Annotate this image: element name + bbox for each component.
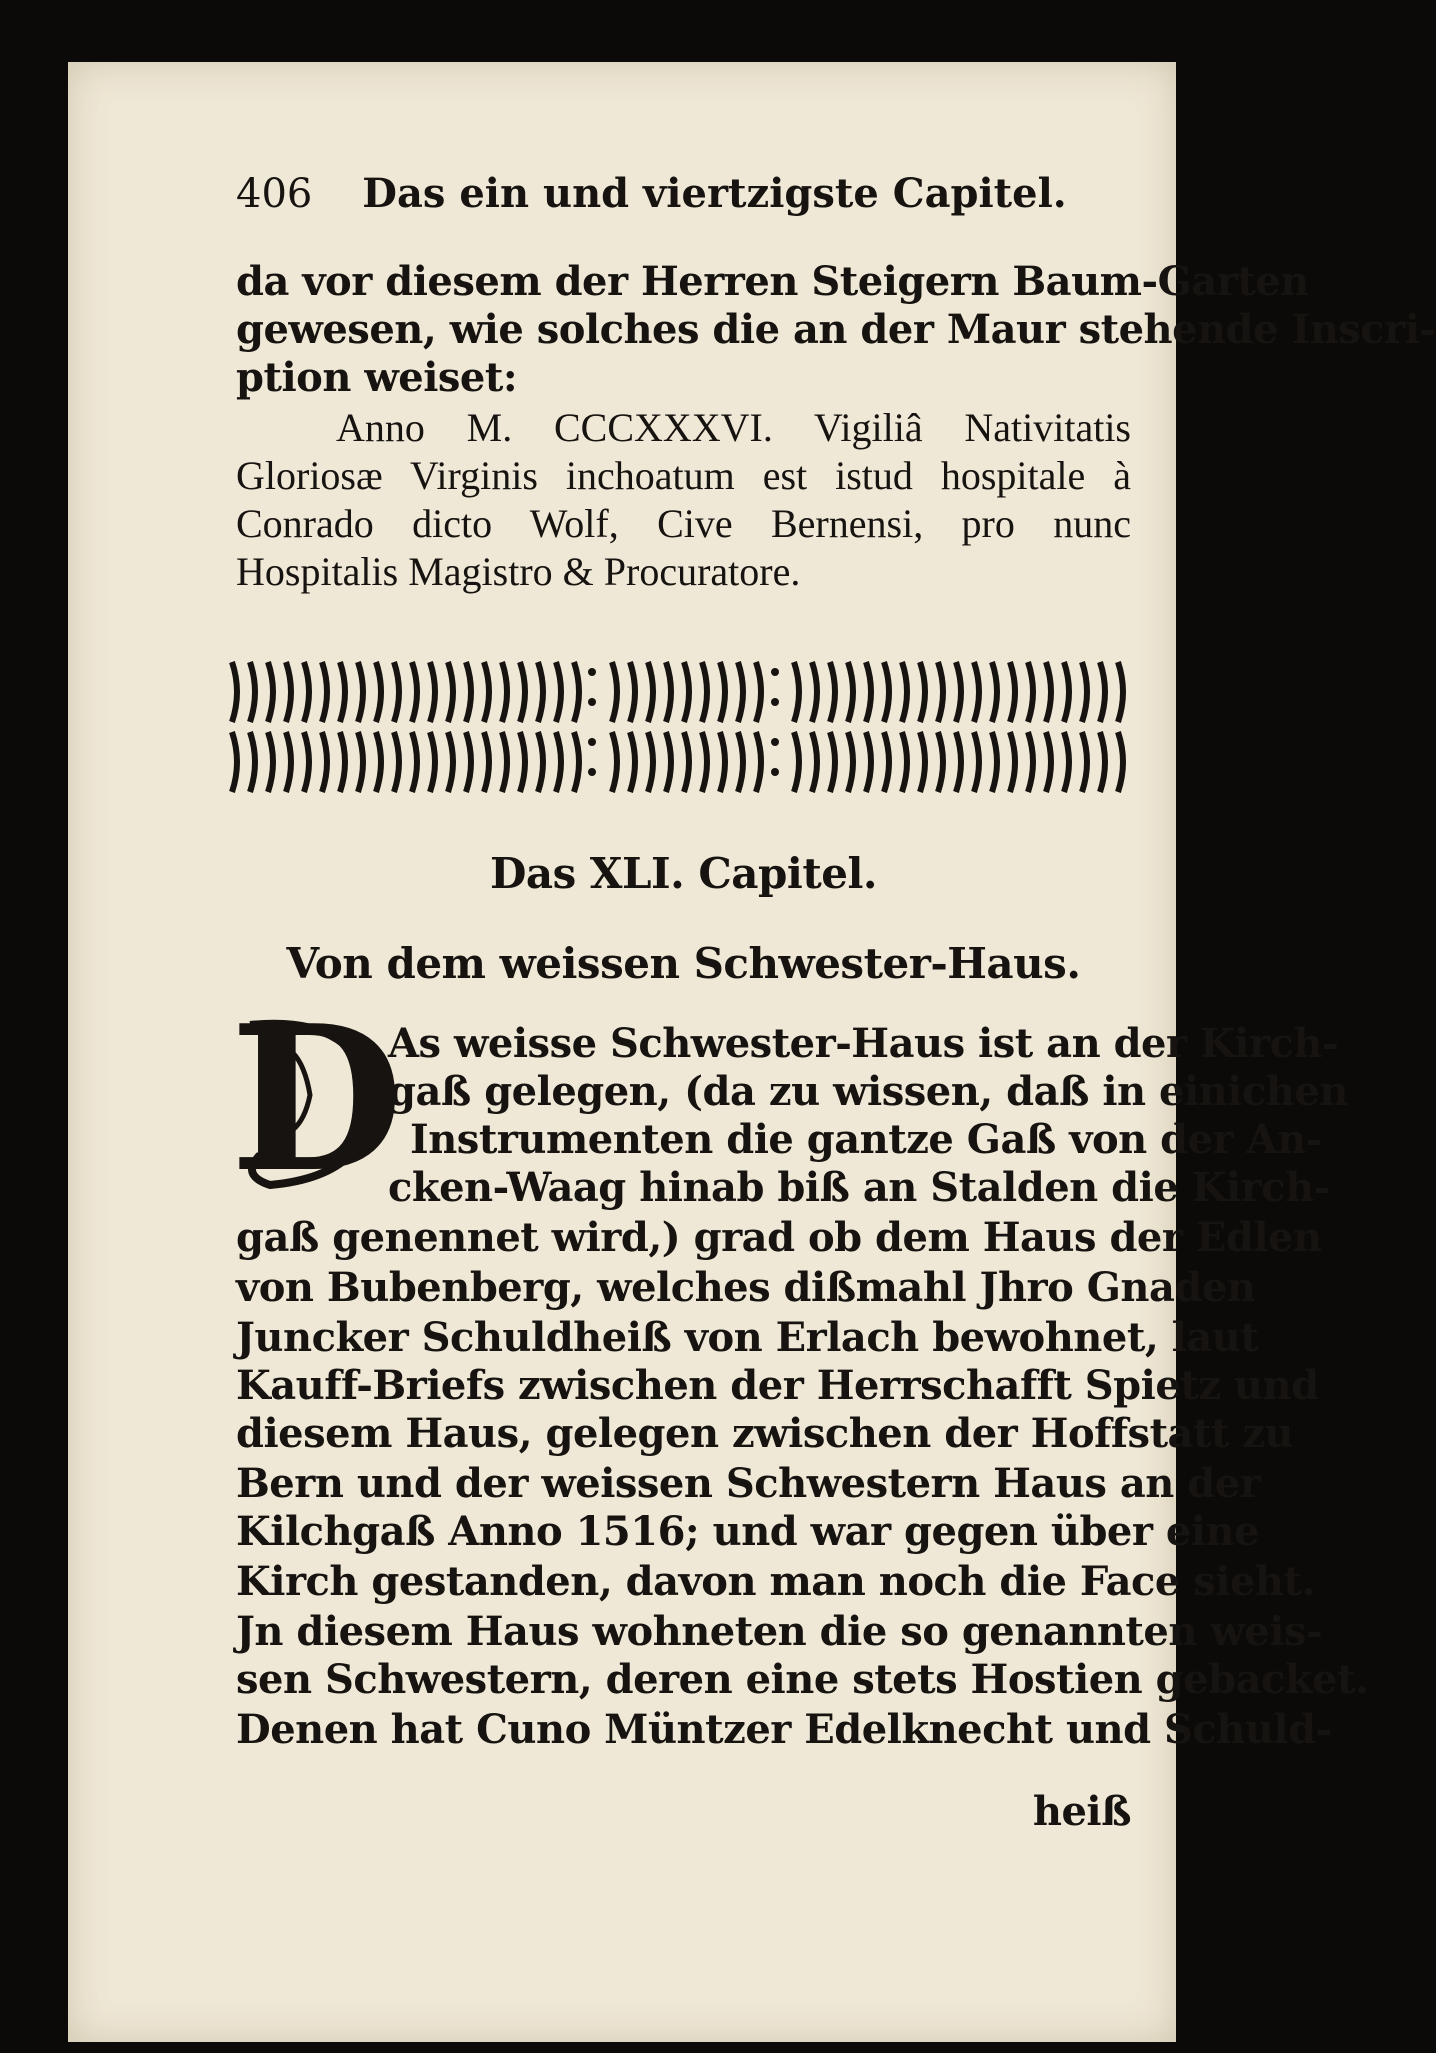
running-header xyxy=(236,170,1131,226)
running-title: Das ein und viertzigste Capitel. xyxy=(362,170,1067,217)
body-line: cken-Waag hinab biß an Stalden die Kirch- xyxy=(388,1164,1330,1211)
body-line: gaß genennet wird,) grad ob dem Haus der Edlen xyxy=(236,1214,1322,1261)
page-number: 406 xyxy=(236,171,313,217)
body-line: Kirch gestanden, davon man noch die Face sieht. xyxy=(236,1558,1315,1605)
intro-line: da vor diesem der Herren Steigern Baum-Garten xyxy=(236,258,1309,305)
body-line: Jn diesem Haus wohneten die so genannten weis- xyxy=(236,1608,1323,1655)
decorative-border-ornament xyxy=(232,652,1132,800)
body-line: sen Schwestern, deren eine stets Hostien gebacket. xyxy=(236,1656,1369,1703)
body-line: von Bubenberg, welches dißmahl Jhro Gnaden xyxy=(236,1264,1256,1311)
drop-cap-letter: D xyxy=(230,982,404,1217)
chapter-heading: Das XLI. Capitel. xyxy=(489,849,878,898)
inscription-line: Hospitalis Magistro & Procuratore. xyxy=(236,549,801,594)
inscription-line: Anno M. CCCXXXVI. Vigiliâ Nativitatis xyxy=(336,405,1131,450)
catchword: heiß xyxy=(1032,1788,1131,1835)
body-line: Instrumenten die gantze Gaß von der An- xyxy=(410,1116,1322,1163)
body-line: Kauff-Briefs zwischen der Herrschafft Spietz und xyxy=(236,1362,1319,1409)
body-line: diesem Haus, gelegen zwischen der Hoffstatt zu xyxy=(236,1410,1294,1457)
inscription-line: Gloriosæ Virginis inchoatum est istud hospitale à xyxy=(236,453,1131,498)
intro-line: ption weiset: xyxy=(236,354,518,401)
body-line: Denen hat Cuno Müntzer Edelknecht und Schuld- xyxy=(236,1706,1332,1753)
body-line: Juncker Schuldheiß von Erlach bewohnet, laut xyxy=(236,1314,1259,1361)
intro-line: gewesen, wie solches die an der Maur stehende Inscri- xyxy=(236,306,1436,353)
body-line: Bern und der weissen Schwestern Haus an der xyxy=(236,1460,1261,1507)
chapter-subheading: Von dem weissen Schwester-Haus. xyxy=(286,939,1081,988)
body-line: Kilchgaß Anno 1516; und war gegen über eine xyxy=(236,1508,1260,1555)
body-line: As weisse Schwester-Haus ist an der Kirch- xyxy=(388,1020,1339,1067)
inscription-line: Conrado dicto Wolf, Cive Bernensi, pro nunc xyxy=(236,501,1131,546)
drop-cap xyxy=(230,982,404,1217)
body-line: gaß gelegen, (da zu wissen, daß in einichen xyxy=(388,1068,1348,1115)
